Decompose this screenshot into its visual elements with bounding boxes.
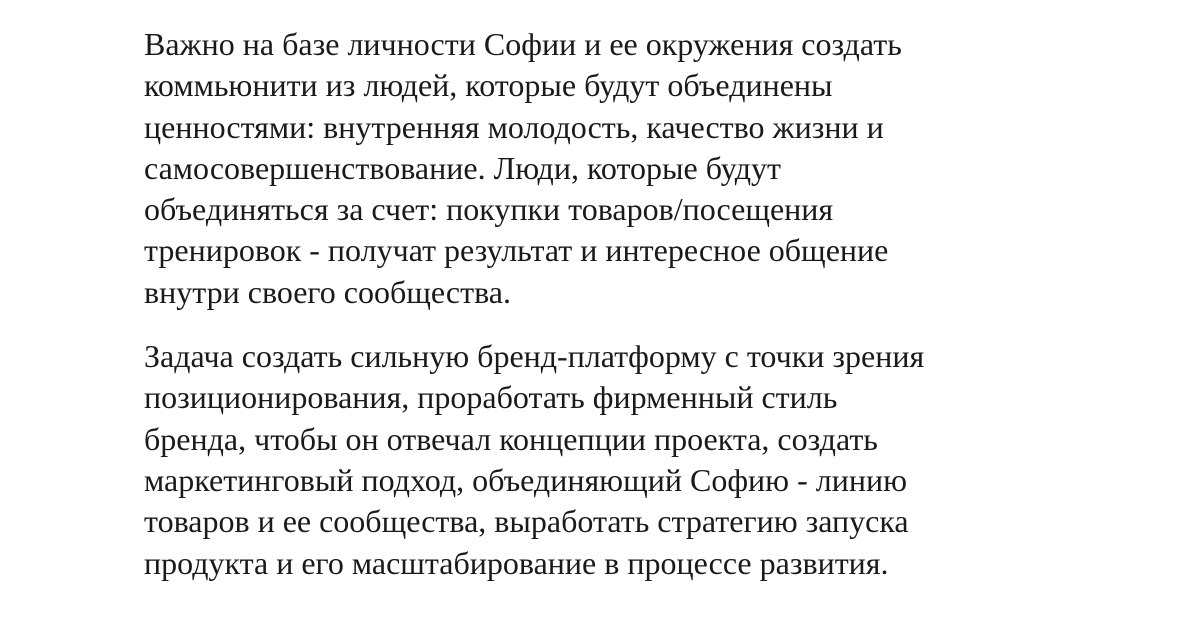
text-line: товаров и ее сообщества, выработать стратегию запуска xyxy=(144,503,909,540)
text-line: коммьюнити из людей, которые будут объединены xyxy=(144,67,833,104)
text-line: тренировок - получат результат и интересное общение xyxy=(144,232,889,269)
text-line: позиционирования, проработать фирменный стиль xyxy=(144,379,838,416)
text-line: маркетинговый подход, объединяющий Софию - линию xyxy=(144,461,907,498)
text-line: ценностями: внутренняя молодость, качество жизни и xyxy=(144,108,884,145)
text-line: Важно на базе личности Софии и ее окружения создать xyxy=(144,26,902,62)
paragraph-task xyxy=(144,336,1044,584)
text-line: Задача создать сильную бренд-платформу с точки зрения xyxy=(144,338,925,375)
text-line: объединяться за счет: покупки товаров/посещения xyxy=(144,191,834,228)
text-line: продукта и его масштабирование в процессе развития. xyxy=(144,544,889,581)
text-line: бренда, чтобы он отвечал концепции проекта, создать xyxy=(144,420,878,457)
document-body xyxy=(144,24,1044,584)
text-line: внутри своего сообщества. xyxy=(144,273,511,310)
text-line: самосовершенствование. Люди, которые будут xyxy=(144,149,782,186)
paragraph-community xyxy=(144,24,1044,313)
